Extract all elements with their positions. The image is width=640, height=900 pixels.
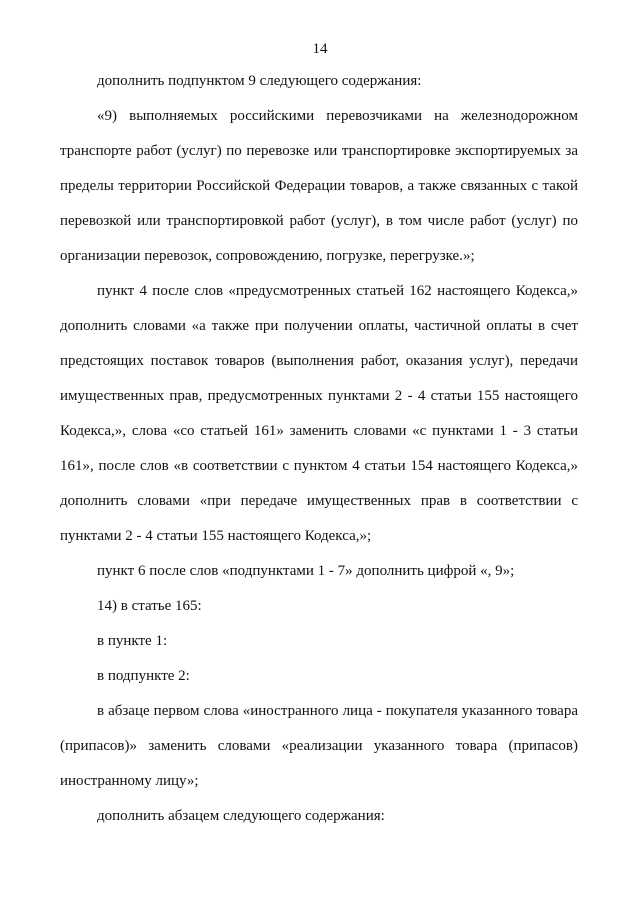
- paragraph-add-abzac: дополнить абзацем следующего содержания:: [97, 808, 385, 824]
- paragraph-article-165: 14) в статье 165:: [97, 598, 202, 614]
- paragraph-subpoint-2: в подпункте 2:: [97, 668, 190, 684]
- page-number: 14: [312, 41, 328, 57]
- paragraph-point-1: в пункте 1:: [97, 633, 168, 649]
- paragraph-item-6-amendment: пункт 6 после слов «подпунктами 1 - 7» дополнить цифрой «, 9»;: [97, 563, 515, 579]
- document-body: [60, 64, 578, 834]
- paragraph-item-4-amendment: пункт 4 после слов «предусмотренных статьей 162 настоящего Кодекса,» дополнить словами «а также при получении оплаты, частичной оплаты в счет предстоящих поставок товаров (выполнения работ, оказания услуг), передачи имущественных прав, предусмотренных пунктами 2 - 4 статьи 155 настоящего Кодекса,», слова «со статьей 161» заменить словами «с пунктами 1 - 3 статьи 161», после слов «в соответствии с пунктом 4 статьи 154 настоящего Кодекса,» дополнить словами «при передаче имущественных прав в соответствии с пунктами 2 - 4 статьи 155 настоящего Кодекса,»;: [60, 283, 578, 544]
- paragraph-first-abzac-amendment: в абзаце первом слова «иностранного лица - покупателя указанного товара (припасов)» заменить словами «реализации указанного товара (припасов) иностранному лицу»;: [60, 703, 578, 789]
- paragraph-add-subitem-9: дополнить подпунктом 9 следующего содержания:: [97, 73, 422, 89]
- paragraph-subitem-9-text: «9) выполняемых российскими перевозчиками на железнодорожном транспорте работ (услуг) по перевозке или транспортировке экспортируемых за пределы территории Российской Федерации товаров, а также связанных с такой перевозкой или транспортировкой работ (услуг), в том числе работ (услуг) по организации перевозок, сопровождению, погрузке, перегрузке.»;: [60, 108, 578, 264]
